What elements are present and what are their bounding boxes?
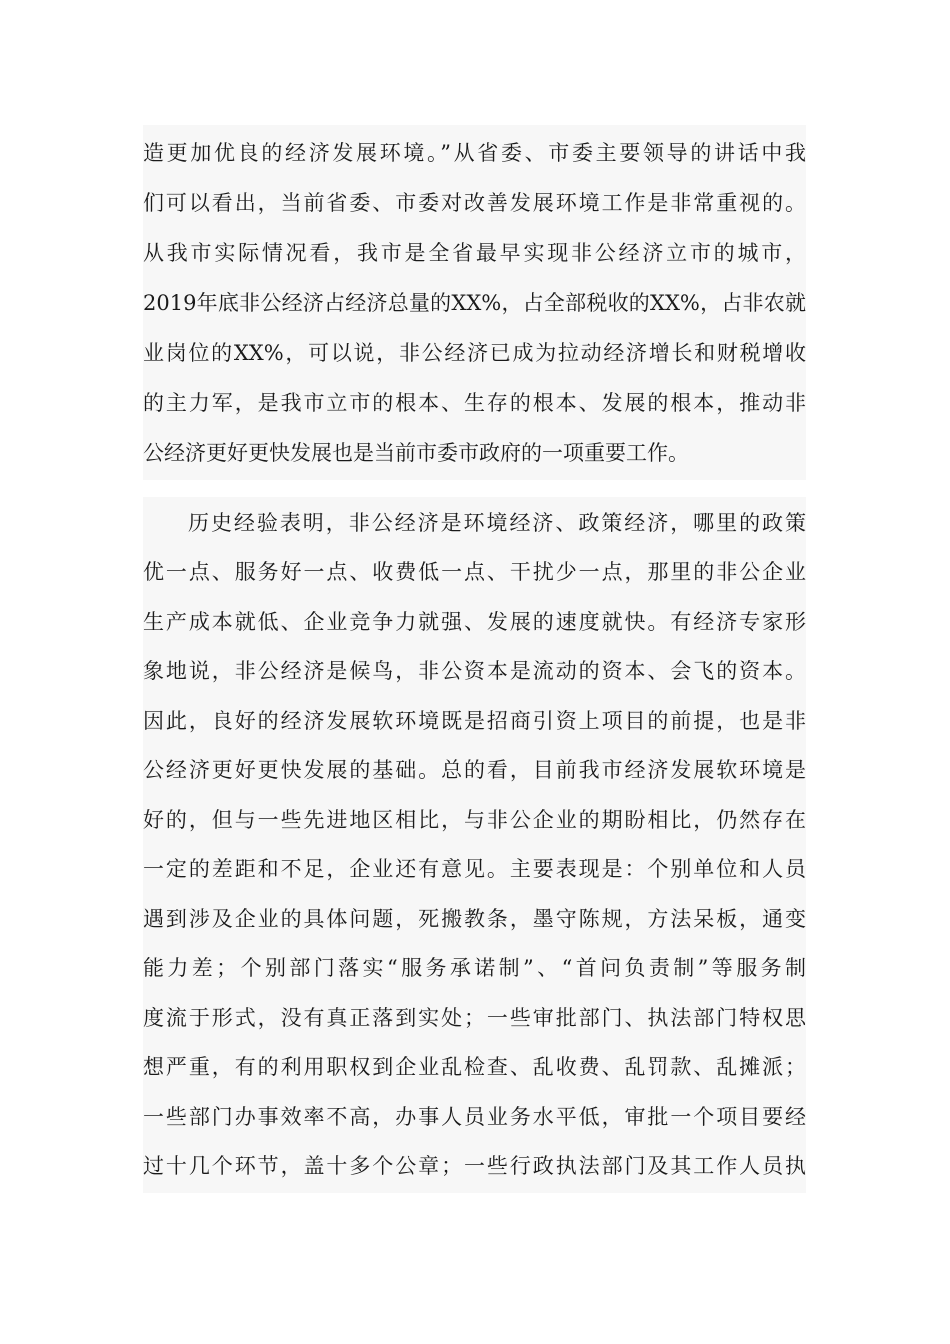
- paragraph-line: 能力差；个别部门落实“服务承诺制”、“首问负责制”等服务制: [143, 956, 806, 980]
- paragraph-line: 的主力军，是我市立市的根本、生存的根本、发展的根本，推动非: [143, 391, 806, 415]
- paragraph-line: 象地说，非公经济是候鸟，非公资本是流动的资本、会飞的资本。: [143, 659, 806, 683]
- paragraph-line: 优一点、服务好一点、收费低一点、干扰少一点，那里的非公企业: [143, 560, 806, 584]
- paragraph-line: 遇到涉及企业的具体问题，死搬教条，墨守陈规，方法呆板，通变: [143, 907, 806, 931]
- paragraph-line: 造更加优良的经济发展环境。”从省委、市委主要领导的讲话中我: [143, 141, 806, 165]
- paragraph-line: 生产成本就低、企业竞争力就强、发展的速度就快。有经济专家形: [143, 610, 806, 634]
- paragraph-1: [143, 125, 806, 480]
- paragraph-2: [143, 497, 806, 1193]
- paragraph-line: 因此，良好的经济发展软环境既是招商引资上项目的前提，也是非: [143, 709, 806, 733]
- paragraph-line: 想严重，有的利用职权到企业乱检查、乱收费、乱罚款、乱摊派；: [143, 1055, 806, 1079]
- paragraph-line: 业岗位的XX%，可以说，非公经济已成为拉动经济增长和财税增收: [143, 341, 806, 365]
- paragraph-line: 们可以看出，当前省委、市委对改善发展环境工作是非常重视的。: [143, 191, 806, 215]
- paragraph-line: 过十几个环节，盖十多个公章；一些行政执法部门及其工作人员执: [143, 1154, 806, 1178]
- paragraph-line: 公经济更好更快发展也是当前市委市政府的一项重要工作。: [143, 441, 689, 465]
- paragraph-line: 一些部门办事效率不高，办事人员业务水平低，审批一个项目要经: [143, 1105, 806, 1129]
- paragraph-line: 度流于形式，没有真正落到实处；一些审批部门、执法部门特权思: [143, 1006, 806, 1030]
- paragraph-line: 历史经验表明，非公经济是环境经济、政策经济，哪里的政策: [188, 511, 806, 535]
- paragraph-line: 从我市实际情况看，我市是全省最早实现非公经济立市的城市，: [143, 241, 806, 265]
- paragraph-line: 好的，但与一些先进地区相比，与非公企业的期盼相比，仍然存在: [143, 808, 806, 832]
- paragraph-line: 公经济更好更快发展的基础。总的看，目前我市经济发展软环境是: [143, 758, 806, 782]
- paragraph-line: 一定的差距和不足，企业还有意见。主要表现是：个别单位和人员: [143, 857, 806, 881]
- paragraph-line: 2019年底非公经济占经济总量的XX%，占全部税收的XX%，占非农就: [143, 291, 806, 315]
